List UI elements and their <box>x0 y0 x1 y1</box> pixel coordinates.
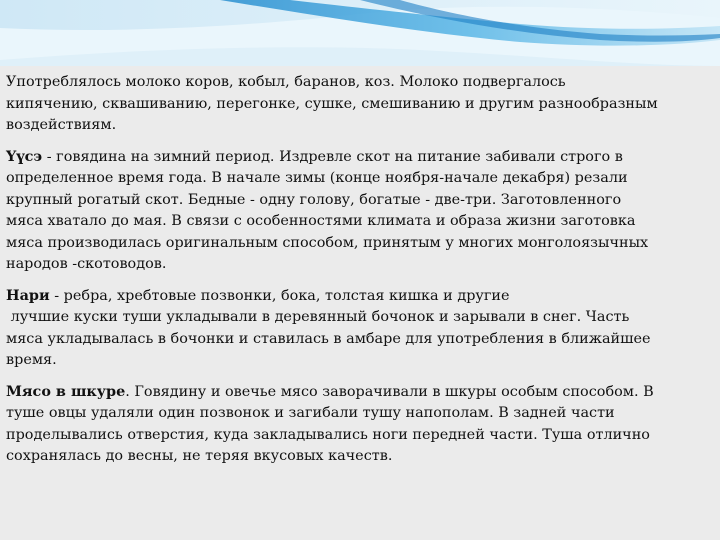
text-line: лучшие куски туши укладывали в деревянный бочонок и зарывали в снег. Часть <box>6 309 630 325</box>
text-line: время. <box>6 352 57 368</box>
paragraph-milk <box>6 72 710 137</box>
text-line: мяса хватало до мая. В связи с особенностями климата и образа жизни заготовка <box>6 213 636 229</box>
text-line: кипячению, сквашиванию, перегонке, сушке, смешиванию и другим разнообразным <box>6 95 658 112</box>
paragraph-uuse <box>6 146 710 276</box>
text-line: туше овцы удаляли один позвонок и загибали тушу напополам. В задней части <box>6 405 615 421</box>
text-line: - говядина на зимний период. Издревле скот на питание забивали строго в <box>42 148 623 165</box>
text-line: крупный рогатый скот. Бедные - одну голову, богатые - две-три. Заготовленного <box>6 191 622 208</box>
text-line: проделывались отверстия, куда закладывались ноги передней части. Туша отлично <box>6 426 650 443</box>
text-content-area <box>0 66 720 540</box>
term-bold: Мясо в шкуре <box>6 382 126 400</box>
text-line: воздействиям. <box>6 117 117 133</box>
paragraph-meat-in-skin <box>6 381 710 468</box>
text-line: мяса производилась оригинальным способом, принятым у многих монголоязычных <box>6 234 649 251</box>
text-line: Употреблялось молоко коров, кобыл, баранов, коз. Молоко подвергалось <box>6 74 566 90</box>
text-line: определенное время года. В начале зимы (конце ноября-начале декабря) резали <box>6 170 628 186</box>
text-line: . Говядину и овечье мясо заворачивали в шкуры особым способом. В <box>125 383 654 400</box>
text-line: - ребра, хребтовые позвонки, бока, толстая кишка и другие <box>49 287 510 304</box>
text-line: мяса укладывалась в бочонки и ставилась в амбаре для употребления в ближайшее <box>6 330 651 347</box>
term-bold: Үүсэ <box>6 147 43 165</box>
text-line: народов -скотоводов. <box>6 256 167 272</box>
term-bold: Нари <box>6 286 50 304</box>
text-line: сохранялась до весны, не теряя вкусовых качеств. <box>6 448 393 464</box>
paragraph-nari <box>6 285 710 372</box>
